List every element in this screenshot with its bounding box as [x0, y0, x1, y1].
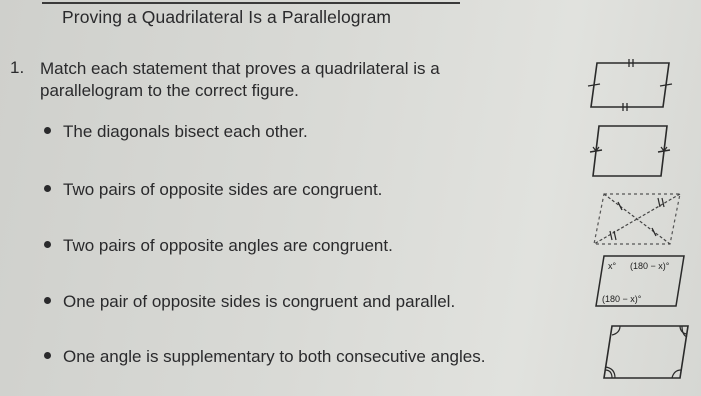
statement-item	[44, 122, 308, 142]
angle-label-top-right: (180 − x)°	[630, 261, 670, 271]
angle-label-x: x°	[608, 261, 617, 271]
page-title: Proving a Quadrilateral Is a Parallelogram	[62, 7, 392, 27]
bullet-icon	[44, 241, 51, 248]
statement-item	[44, 347, 485, 367]
figure-angles-congruent	[598, 318, 698, 386]
bullet-icon	[44, 127, 51, 134]
statement-text: One angle is supplementary to both consecutive angles.	[63, 347, 486, 366]
bullet-icon	[44, 297, 51, 304]
statement-text: One pair of opposite sides is congruent and parallel.	[63, 292, 456, 311]
bullet-icon	[44, 185, 51, 192]
bullet-icon	[44, 352, 51, 359]
statement-item	[44, 292, 455, 312]
angle-label-bottom-left: (180 − x)°	[602, 294, 642, 304]
question-number: 1.	[10, 58, 25, 77]
figure-diagonals-bisect	[588, 190, 688, 250]
title-rule	[42, 2, 460, 4]
figure-congruent-parallel	[585, 122, 685, 182]
question-text: Match each statement that proves a quadrilateral is a parallelogram to the correct figure.	[40, 59, 440, 100]
statement-item	[44, 236, 393, 256]
figure-supplementary-angles	[590, 252, 690, 312]
figure-sides-congruent	[585, 55, 685, 120]
statement-text: Two pairs of opposite angles are congruent.	[63, 236, 393, 255]
statement-text: The diagonals bisect each other.	[63, 122, 308, 141]
statement-text: Two pairs of opposite sides are congruent.	[63, 180, 383, 199]
statement-item	[44, 180, 382, 200]
